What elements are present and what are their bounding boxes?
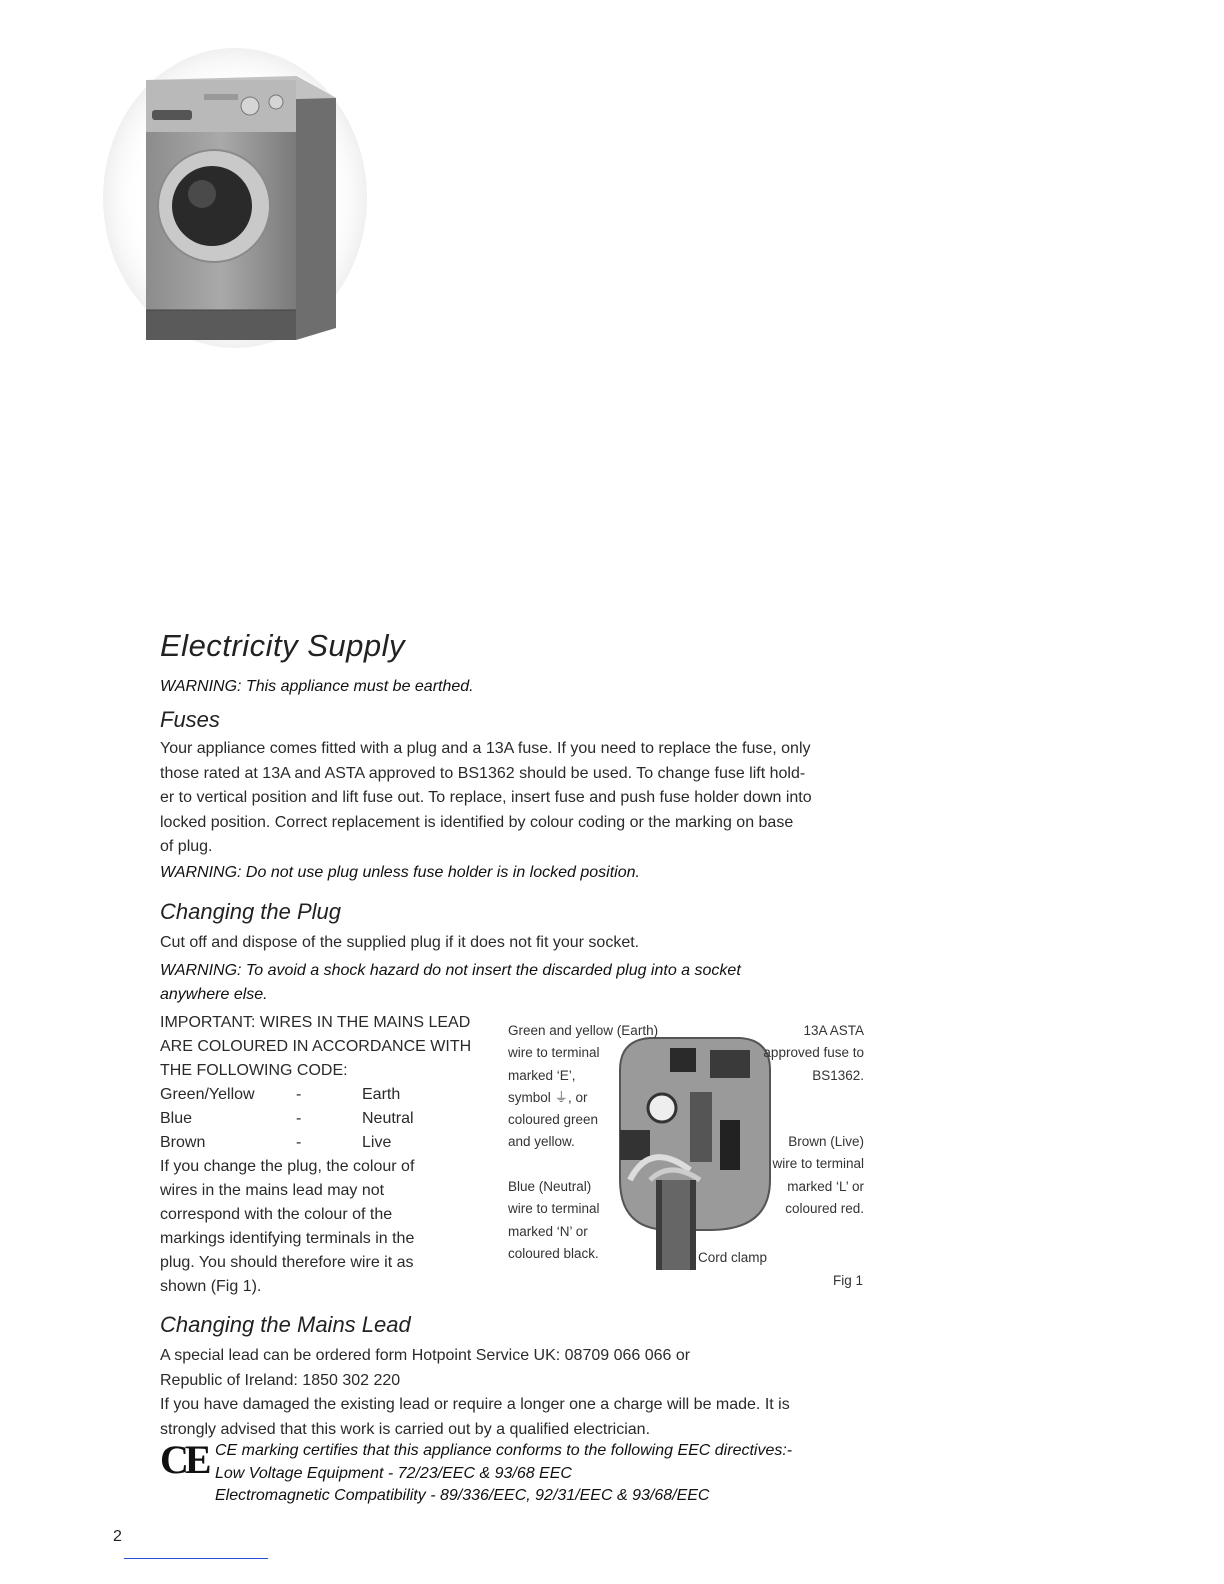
ce-line: Electromagnetic Compatibility - 89/336/EEC, 92/31/EEC & 93/68/EEC (215, 1487, 710, 1504)
note-line: correspond with the colour of the (160, 1206, 393, 1223)
fuses-line: Your appliance comes fitted with a plug and a 13A fuse. If you need to replace the fuse, only (160, 740, 811, 757)
ce-line: CE marking certifies that this appliance conforms to the following EEC directives:- (215, 1442, 793, 1459)
mains-line: If you have damaged the existing lead or require a longer one a charge will be made. It is (160, 1396, 790, 1413)
warning-line: WARNING: To avoid a shock hazard do not insert the discarded plug into a socket (160, 962, 741, 979)
footer-rule (124, 1558, 268, 1559)
note-line: markings identifying terminals in the (160, 1230, 415, 1247)
washing-machine-image (100, 38, 370, 348)
plug-intro: Cut off and dispose of the supplied plug if it does not fit your socket. (160, 934, 640, 951)
fuses-heading: Fuses (160, 707, 220, 732)
ce-mark: CE (160, 1437, 208, 1482)
figure-caption: Fig 1 (833, 1273, 864, 1288)
earth-wire-label: Green and yellow (Earth) wire to terminal marked ‘E’, symbol ⏚, or coloured green and yellow. (508, 1023, 659, 1150)
code-row: Green/Yellow - Earth (160, 1086, 401, 1103)
fuse-label: 13A ASTA approved fuse to BS1362. (763, 1023, 864, 1083)
earthed-warning: WARNING: This appliance must be earthed. (160, 678, 474, 695)
fuses-line: er to vertical position and lift fuse out. To replace, insert fuse and push fuse holder down into (160, 789, 812, 806)
fuses-line: of plug. (160, 838, 213, 855)
fuse-holder-warning: WARNING: Do not use plug unless fuse holder is in locked position. (160, 864, 640, 881)
code-row: Blue - Neutral (160, 1110, 414, 1127)
fuses-line: locked position. Correct replacement is identified by colour coding or the marking on base (160, 813, 794, 831)
mains-line: Republic of Ireland: 1850 302 220 (160, 1371, 401, 1389)
note-line: wires in the mains lead may not (160, 1182, 385, 1199)
note-line: shown (Fig 1). (160, 1278, 262, 1295)
mains-line: A special lead can be ordered form Hotpoint Service UK: 08709 066 066 or (160, 1347, 691, 1364)
ce-statement (215, 1440, 792, 1508)
page-title: Electricity Supply (160, 628, 406, 663)
fuses-paragraph (160, 737, 880, 860)
cord-clamp-label: Cord clamp (698, 1250, 768, 1265)
shock-hazard-warning (160, 959, 840, 1007)
page-number: 2 (113, 1528, 122, 1545)
mains-lead-paragraph (160, 1344, 880, 1442)
important-line: ARE COLOURED IN ACCORDANCE WITH (160, 1038, 472, 1055)
mains-lead-heading: Changing the Mains Lead (160, 1312, 411, 1337)
important-line: IMPORTANT: WIRES IN THE MAINS LEAD (160, 1014, 471, 1031)
neutral-wire-label: Blue (Neutral) wire to terminal marked ‘N’ or coloured black. (508, 1179, 600, 1261)
live-wire-label: Brown (Live) wire to terminal marked ‘L’ or coloured red. (772, 1134, 864, 1216)
note-line: If you change the plug, the colour of (160, 1158, 415, 1175)
important-line: THE FOLLOWING CODE: (160, 1062, 348, 1079)
wire-code-block (160, 1011, 490, 1299)
changing-plug-heading: Changing the Plug (160, 899, 342, 924)
note-line: plug. You should therefore wire it as (160, 1254, 414, 1271)
ce-line: Low Voltage Equipment - 72/23/EEC & 93/68 EEC (215, 1464, 572, 1482)
mains-line: strongly advised that this work is carried out by a qualified electrician. (160, 1420, 651, 1438)
code-row: Brown - Live (160, 1134, 392, 1151)
warning-line: anywhere else. (160, 986, 268, 1003)
fuses-line: those rated at 13A and ASTA approved to BS1362 should be used. To change fuse lift hold- (160, 764, 806, 782)
